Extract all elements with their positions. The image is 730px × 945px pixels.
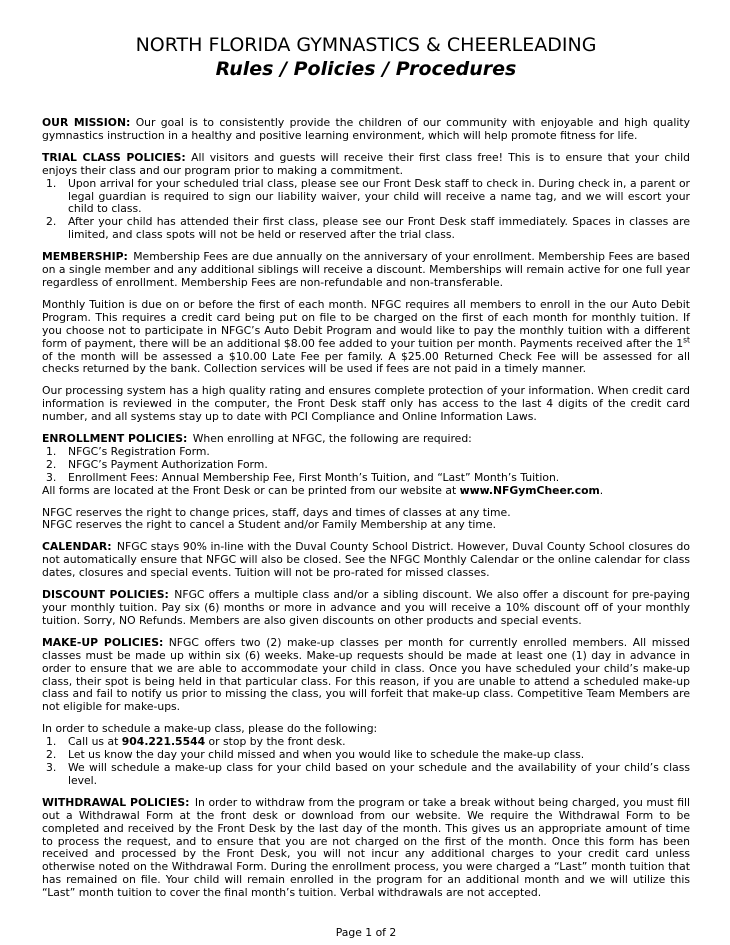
paragraph-mission [42,117,690,143]
list-item-number: 1. [46,444,57,458]
page-number-footer: Page 1 of 2 [335,926,397,940]
section-label-trial: TRIAL CLASS POLICIES: [42,150,186,164]
list-item-text: NFGC’s Registration Form. [68,444,210,458]
section-text-discount: NFGC offers a multiple class and/or a sibling discount. We also offer a discount for pre-paying your monthly tuition. Pay six (6) months or more in advance and you will receive a 10% discount off of your monthly tuition. Sorry, NO Refunds. Members are also given discounts on other products and special events. [42,588,690,627]
list-item-number: 1. [46,735,57,749]
website-address: www.NFGymCheer.com [459,483,600,497]
tuition-text-before: Monthly Tuition is due on or before the first of each month. NFGC requires all members to enroll in the our Auto Debit Program. This requires a credit card being put on file to be charged on the first of each month for monthly tuition. If you choose not to participate in NFGC’s Auto Debit Program and would like to pay the monthly tuition with a different form of payment, there will be an additional $8.00 fee added to your tuition per month. Payments received after the 1 [42,297,690,350]
list-item-number: 3. [46,760,57,774]
section-text-trial: All visitors and guests will receive their first class free! This is to ensure that your child enjoys their class and our program prior to making a commitment. [42,150,690,177]
list-item-number: 2. [46,457,57,471]
paragraph-enrollment [42,433,690,498]
list-item-number: 3. [46,470,57,484]
reserves-line-2: NFGC reserves the right to cancel a Student and/or Family Membership at any time. [42,518,497,532]
list-item-text: We will schedule a make-up class for your child based on your schedule and the availability of your child’s class level. [68,760,690,787]
list-item-text: Upon arrival for your scheduled trial class, please see our Front Desk staff to check in. During check in, a parent or legal guardian is required to sign our liability waiver, your child will receive a name tag, and we will escort your child to class. [68,176,690,216]
schedule-item1-after: or stop by the front desk. [205,735,346,749]
section-text-makeup: NFGC offers two (2) make-up classes per month for currently enrolled members. All missed classes must be made up within six (6) weeks. Make-up requests should be made at least one (1) day in advance in order to ensure that we are able to accommodate your child in class. Once you have scheduled your child’s make-up class, their spot is being held in that particular class. For this reason, if you are unable to attend a scheduled make-up class and fail to notify us prior to missing the class, you will forfeit that make-up class. Competitive Team Members are not eligible for make-ups. [42,635,690,714]
reserves-line-1: NFGC reserves the right to change prices, staff, days and times of classes at any time. [42,505,511,519]
list-item-text: Let us know the day your child missed and when you would like to schedule the make-up class. [68,748,585,762]
section-text-withdrawal: In order to withdraw from the program or take a break without being charged, you must fill out a Withdrawal Form at the front desk or download from our website. We require the Withdrawal Form to be completed and received by the Front Desk by the last day of the month. This gives us an appropriate amount of time to process the request, and to ensure that you are not charged on the first of the month. Once this form has been received and processed by the Front Desk, you will not incur any additional charges to your credit card unless otherwise noted on the Withdrawal Form. During the enrollment process, you were charged a “Last” month tuition that has remained on file. Your child will remain enrolled in the program for an additional month and we will utilize this “Last” month tuition to cover the final month’s tuition. Verbal withdrawals are not accepted. [42,795,690,900]
section-label-mission: OUR MISSION: [42,116,131,129]
section-label-enrollment: ENROLLMENT POLICIES: [42,432,188,446]
section-label-calendar: CALENDAR: [42,540,112,554]
page-title: NORTH FLORIDA GYMNASTICS & CHEERLEADING [135,34,597,56]
list-item-number: 1. [46,176,57,190]
list-item [42,178,690,217]
list-item-number: 2. [46,215,57,229]
enrollment-forms-note [42,485,690,498]
list-item [42,216,690,242]
section-label-discount: DISCOUNT POLICIES: [42,588,169,602]
list-item-text: Enrollment Fees: Annual Membership Fee, First Month’s Tuition, and “Last” Month’s Tuition. [68,470,560,484]
schedule-item1-before: Call us at [68,735,122,749]
paragraph-discount [42,589,690,628]
section-text-processing: Our processing system has a high quality rating and ensures complete protection of your information. When credit card information is reviewed in the computer, the Front Desk staff only has access to the last 4 digits of the credit card number, and all systems stay up to date with PCI Compliance and Online Information Laws. [42,384,690,424]
ordinal-superscript: st [683,335,690,344]
section-text-membership: Membership Fees are due annually on the anniversary of your enrollment. Membership Fees are based on a single member and any additional siblings will receive a discount. Memberships will remain active for one full year regardless of enrollment. Membership Fees are non-refundable and non-transferable. [42,250,690,289]
paragraph-calendar [42,541,690,580]
forms-note-before: All forms are located at the Front Desk or can be printed from our website at [42,483,460,497]
list-item [42,762,690,788]
section-text-mission: Our goal is to consistently provide the children of our community with enjoyable and high quality gymnastics instruction in a healthy and positive learning environment, which will help promote fitness for life. [42,116,690,142]
paragraph-tuition [42,299,690,376]
list-item [42,446,690,459]
section-label-membership: MEMBERSHIP: [42,250,128,264]
schedule-intro: In order to schedule a make-up class, please do the following: [42,722,378,736]
paragraph-reserves [42,507,690,533]
paragraph-withdrawal [42,797,690,900]
section-label-withdrawal: WITHDRAWAL POLICIES: [42,795,190,809]
paragraph-trial [42,152,690,242]
tuition-text-after: of the month will be assessed a $10.00 Late Fee per family. A $25.00 Returned Check Fee will be assessed for all checks returned by the bank. Collection services will be used if fees are not paid in a timely manner. [42,349,690,376]
section-text-enrollment: When enrolling at NFGC, the following are required: [192,432,472,446]
paragraph-schedule [42,723,690,788]
section-label-makeup: MAKE-UP POLICIES: [42,635,164,649]
list-item [42,459,690,472]
paragraph-makeup [42,637,690,714]
section-text-calendar: NFGC stays 90% in-line with the Duval County School District. However, Duval County School closures do not automatically ensure that NFGC will also be closed. See the NFGC Monthly Calendar or the online calendar for class dates, closures and special events. Tuition will not be pro-rated for missed classes. [42,540,690,580]
paragraph-processing [42,385,690,424]
list-item-text: After your child has attended their first class, please see our Front Desk staff immediately. Spaces in classes are limited, and class spots will not be held or reserved after the trial class. [68,215,690,242]
list-item-number: 2. [46,748,57,762]
forms-note-after: . [599,483,604,497]
phone-number: 904.221.5544 [121,735,206,749]
list-item-text: NFGC’s Payment Authorization Form. [68,457,268,471]
paragraph-membership [42,251,690,290]
page-subtitle: Rules / Policies / Procedures [215,58,517,80]
